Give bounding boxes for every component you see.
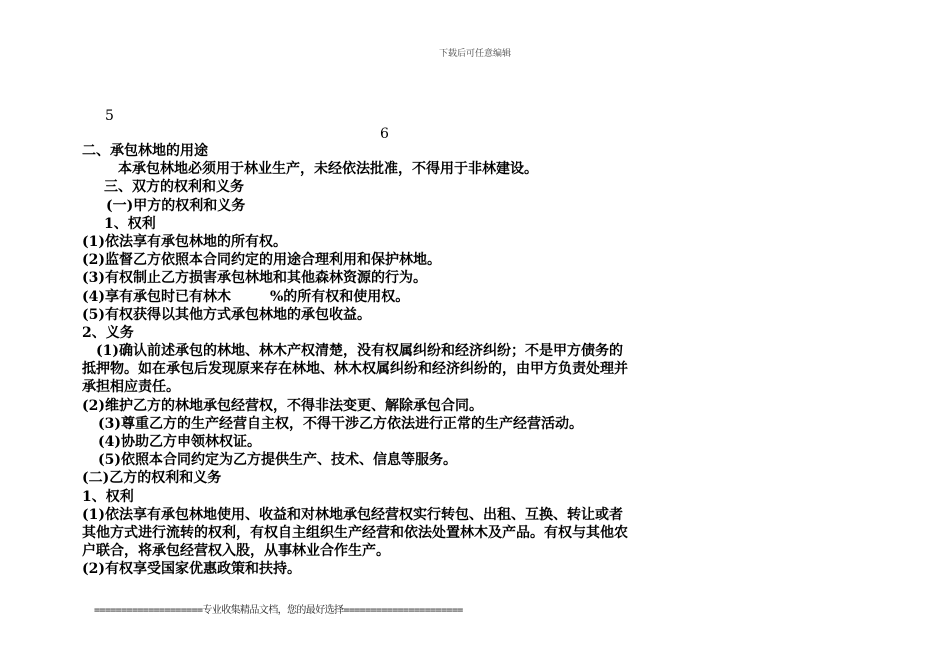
list-item: (2)监督乙方依照本合同约定的用途合理利用和保护林地。 xyxy=(82,252,441,269)
list-item: (3)尊重乙方的生产经营自主权，不得干涉乙方依法进行正常的生产经营活动。 xyxy=(98,415,583,432)
subsection-heading: (二)乙方的权利和义务 xyxy=(82,470,222,487)
footer-note: ====================专业收集精品文档，您的最好选择====================== xyxy=(94,605,463,616)
section-heading: 三、双方的权利和义务 xyxy=(104,179,244,196)
subsection-heading: 2、义务 xyxy=(82,324,134,341)
list-item: (1)确认前述承包的林地、林木产权清楚，没有权属纠纷和经济纠纷；不是甲方债务的 xyxy=(96,343,623,360)
subsection-heading: 1、权利 xyxy=(82,488,134,505)
list-item: (1)依法享有承包林地的所有权。 xyxy=(82,233,287,250)
subsection-heading: 1、权利 xyxy=(104,215,156,232)
paragraph-line: 本承包林地必须用于林业生产，未经依法批准，不得用于非林建设。 xyxy=(118,161,538,178)
list-item: (5)依照本合同约定为乙方提供生产、技术、信息等服务。 xyxy=(98,452,457,469)
list-item: (4)享有承包时已有林木 %的所有权和使用权。 xyxy=(82,288,410,305)
paragraph-line: 承担相应责任。 xyxy=(82,379,180,396)
section-heading: 二、承包林地的用途 xyxy=(82,143,208,159)
list-item: (3)有权制止乙方损害承包林地和其他森林资源的行为。 xyxy=(82,270,427,287)
page-number-6: 6 xyxy=(380,126,389,142)
list-item: (4)协助乙方申领林权证。 xyxy=(98,434,261,450)
paragraph-line: 其他方式进行流转的权利，有权自主组织生产经营和依法处置林木及产品。有权与其他农 xyxy=(82,524,628,541)
list-item: (1)依法享有承包林地使用、收益和对林地承包经营权实行转包、出租、互换、转让或者 xyxy=(82,506,623,523)
paragraph-line: 户联合，将承包经营权入股，从事林业合作生产。 xyxy=(82,543,390,560)
list-item: (2)维护乙方的林地承包经营权，不得非法变更、解除承包合同。 xyxy=(82,397,483,414)
header-note: 下载后可任意编辑 xyxy=(438,49,511,59)
paragraph-line: 抵押物。如在承包后发现原来存在林地、林木权属纠纷和经济纠纷的，由甲方负责处理并 xyxy=(82,361,628,378)
list-item: (5)有权获得以其他方式承包林地的承包收益。 xyxy=(82,306,371,323)
list-item: (2)有权享受国家优惠政策和扶持。 xyxy=(82,561,301,578)
subsection-heading: (一)甲方的权利和义务 xyxy=(106,197,246,214)
page-number-5: 5 xyxy=(105,108,114,124)
document-body xyxy=(82,142,707,579)
